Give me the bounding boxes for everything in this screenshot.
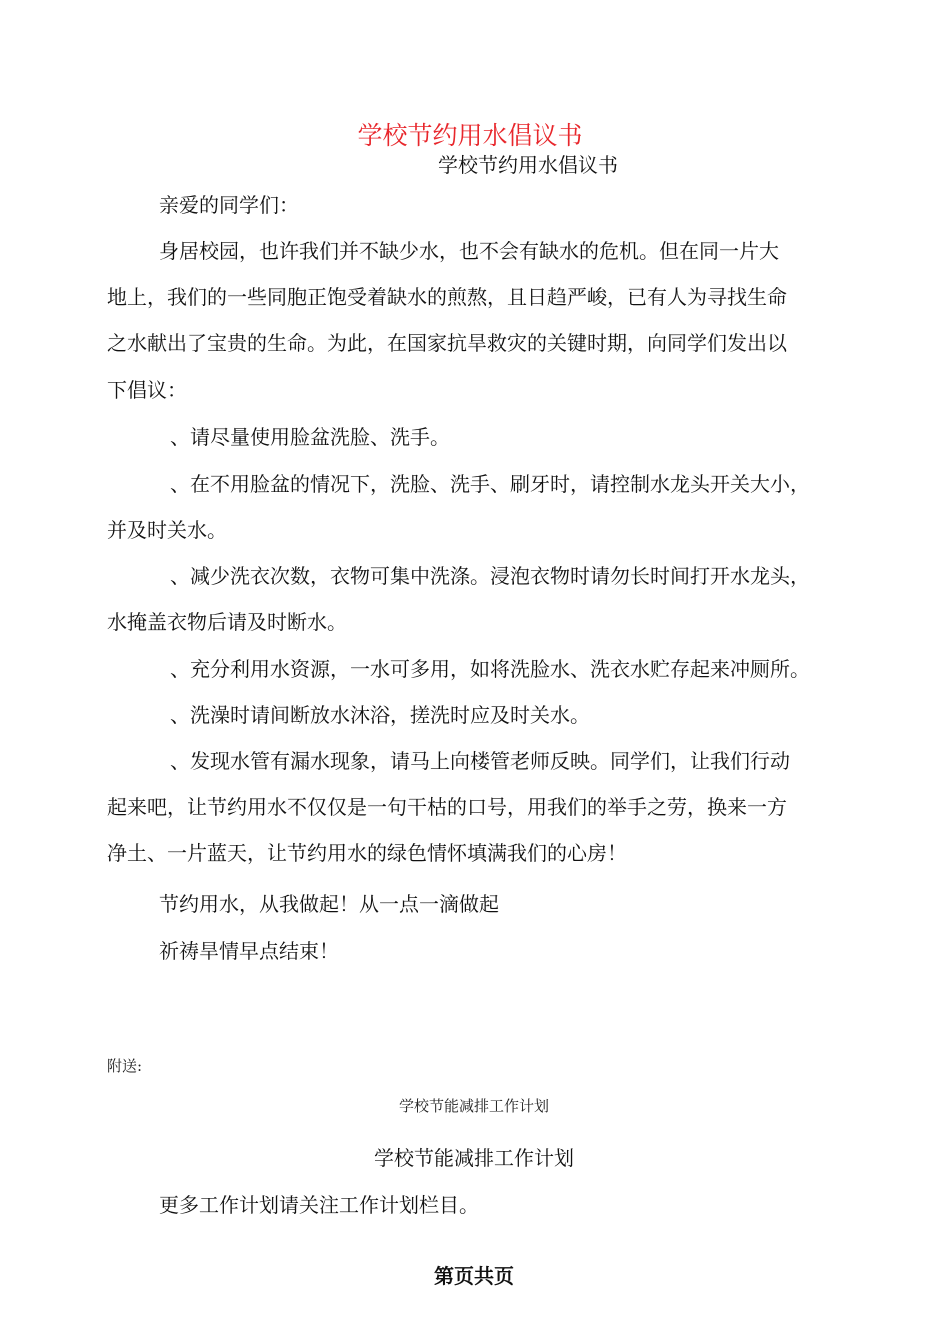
proposal-item-continuation: 起来吧，让节约用水不仅仅是一句干枯的口号，用我们的举手之劳，换来一方 (107, 795, 787, 819)
proposal-item: 、请尽量使用脸盆洗脸、洗手。 (170, 425, 450, 449)
appendix-note: 更多工作计划请关注工作计划栏目。 (159, 1193, 479, 1217)
proposal-item-continuation: 净土、一片蓝天，让节约用水的绿色情怀填满我们的心房！ (107, 841, 627, 865)
slogan: 节约用水，从我做起！从一点一滴做起 (159, 892, 499, 916)
page-footer: 第页共页 (434, 1264, 514, 1288)
proposal-item: 、发现水管有漏水现象，请马上向楼管老师反映。同学们，让我们行动 (170, 749, 790, 773)
proposal-item-continuation: 并及时关水。 (107, 518, 227, 542)
wish: 祈祷旱情早点结束！ (159, 939, 339, 963)
greeting: 亲爱的同学们： (159, 193, 299, 217)
proposal-item: 、在不用脸盆的情况下，洗脸、洗手、刷牙时，请控制水龙头开关大小， (170, 472, 810, 496)
proposal-item: 、减少洗衣次数，衣物可集中洗涤。浸泡衣物时请勿长时间打开水龙头， (170, 564, 810, 588)
intro-line: 地上，我们的一些同胞正饱受着缺水的煎熬，且日趋严峻，已有人为寻找生命 (107, 285, 787, 309)
document-title: 学校节约用水倡议书 (438, 153, 618, 177)
document-title-red: 学校节约用水倡议书 (357, 121, 583, 150)
proposal-item: 、充分利用水资源，一水可多用，如将洗脸水、洗衣水贮存起来冲厕所。 (170, 657, 810, 681)
proposal-item: 、洗澡时请间断放水沐浴，搓洗时应及时关水。 (170, 703, 590, 727)
appendix-title-small: 学校节能减排工作计划 (398, 1097, 549, 1115)
appendix-title: 学校节能减排工作计划 (374, 1146, 574, 1170)
intro-line: 下倡议： (107, 378, 187, 402)
intro-line: 之水献出了宝贵的生命。为此，在国家抗旱救灾的关键时期，向同学们发出以 (107, 331, 787, 355)
appendix-label: 附送: (107, 1057, 143, 1075)
proposal-item-continuation: 水掩盖衣物后请及时断水。 (107, 610, 347, 634)
intro-line: 身居校园，也许我们并不缺少水，也不会有缺水的危机。但在同一片大 (159, 239, 779, 263)
